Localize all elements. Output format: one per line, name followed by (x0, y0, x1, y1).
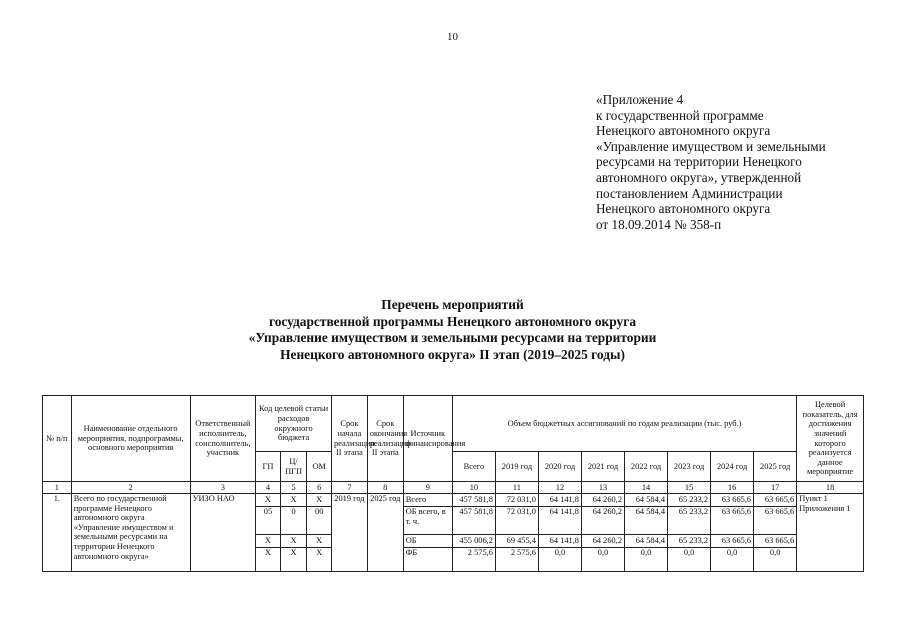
cell-value: 64 584,4 (625, 535, 668, 548)
row-target: Пункт 1 Приложения 1 (797, 494, 864, 572)
cell-gp: 05 (256, 507, 281, 535)
header-end: Срок окончания реализации II этапа (367, 396, 403, 482)
cell-value: 63 665,6 (754, 535, 797, 548)
header-year: 2025 год (754, 452, 797, 482)
cell-value: 0,0 (538, 548, 581, 572)
cell-source: ОБ (403, 535, 452, 548)
cell-value: 64 584,4 (625, 494, 668, 507)
column-number: 17 (754, 482, 797, 494)
cell-value: 63 665,6 (711, 494, 754, 507)
cell-om: Х (307, 535, 332, 548)
cell-value: 64 260,2 (581, 507, 624, 535)
cell-source: Всего (403, 494, 452, 507)
appendix-line: Ненецкого автономного округа (596, 123, 771, 139)
column-number: 3 (190, 482, 256, 494)
cell-value: 64 141,8 (538, 494, 581, 507)
row-num: 1. (43, 494, 72, 572)
cell-value: 64 260,2 (581, 494, 624, 507)
header-budget-code: Код целевой статьи расходов окружного бюджета (256, 396, 332, 452)
cell-value: 64 260,2 (581, 535, 624, 548)
cell-total: 455 006,2 (452, 535, 495, 548)
appendix-note (596, 92, 896, 232)
column-number: 14 (625, 482, 668, 494)
header-year: 2023 год (668, 452, 711, 482)
column-number: 16 (711, 482, 754, 494)
appendix-line: от 18.09.2014 № 358-п (596, 216, 722, 232)
cell-pgp: Х (280, 494, 307, 507)
column-number: 11 (495, 482, 538, 494)
cell-value: 64 584,4 (625, 507, 668, 535)
cell-value: 63 665,6 (711, 507, 754, 535)
header-year: 2021 год (581, 452, 624, 482)
cell-value: 65 233,2 (668, 507, 711, 535)
header-start: Срок начала реализации II этапа (331, 396, 367, 482)
cell-total: 457 581,8 (452, 507, 495, 535)
row-name: Всего по государственной программе Ненецкого автономного округа «Управление имуществом и земельными ресурсами на территории Ненецкого автономного округа» (71, 494, 190, 572)
cell-total: 457 581,8 (452, 494, 495, 507)
cell-value: 72 031,0 (495, 507, 538, 535)
row-end: 2025 год (367, 494, 403, 572)
cell-gp: Х (256, 535, 281, 548)
cell-value: 64 141,8 (538, 507, 581, 535)
column-number: 12 (538, 482, 581, 494)
cell-value: 64 141,8 (538, 535, 581, 548)
title-line: Ненецкого автономного округа» II этап (2019–2025 годы) (280, 346, 625, 362)
header-source: Источник финансирования (403, 396, 452, 482)
title-line: «Управление имуществом и земельными ресурсами на территории (248, 330, 657, 345)
cell-value: 72 031,0 (495, 494, 538, 507)
header-total: Всего (452, 452, 495, 482)
cell-value: 65 233,2 (668, 494, 711, 507)
header-target: Целевой показатель, для достижения значений которого реализуется данное мероприятие (797, 396, 864, 482)
cell-value: 0,0 (754, 548, 797, 572)
appendix-line: автономного округа», утвержденной (596, 169, 802, 185)
document-title (0, 297, 905, 363)
column-number: 7 (331, 482, 367, 494)
cell-value: 0,0 (711, 548, 754, 572)
column-number: 5 (280, 482, 307, 494)
header-pgp: Ц/ ПГП (280, 452, 307, 482)
column-number: 18 (797, 482, 864, 494)
title-line: Перечень мероприятий (381, 297, 524, 312)
column-number: 4 (256, 482, 281, 494)
row-responsible: УИЗО НАО (190, 494, 256, 572)
cell-value: 69 455,4 (495, 535, 538, 548)
column-number: 13 (581, 482, 624, 494)
cell-value: 0,0 (625, 548, 668, 572)
cell-source: ОБ всего, в т. ч. (403, 507, 452, 535)
header-year: 2022 год (625, 452, 668, 482)
header-om: ОМ (307, 452, 332, 482)
column-number: 15 (668, 482, 711, 494)
header-name: Наименование отдельного мероприятия, подпрограммы, основного мероприятия (71, 396, 190, 482)
column-number: 9 (403, 482, 452, 494)
appendix-line: Ненецкого автономного округа (596, 201, 771, 217)
header-responsible: Ответственный исполнитель, соисполнитель, участник (190, 396, 256, 482)
cell-om: Х (307, 548, 332, 572)
cell-gp: Х (256, 548, 281, 572)
appendix-line: «Приложение 4 (596, 92, 684, 107)
column-number: 8 (367, 482, 403, 494)
cell-value: 2 575,6 (495, 548, 538, 572)
appendix-line: постановлением Администрации (596, 185, 783, 201)
row-start: 2019 год (331, 494, 367, 572)
cell-value: 63 665,6 (711, 535, 754, 548)
column-number: 10 (452, 482, 495, 494)
cell-value: 63 665,6 (754, 494, 797, 507)
cell-gp: Х (256, 494, 281, 507)
appendix-line: «Управление имуществом и земельными (596, 138, 826, 154)
header-gp: ГП (256, 452, 281, 482)
cell-value: 0,0 (668, 548, 711, 572)
cell-om: Х (307, 494, 332, 507)
cell-pgp: 0 (280, 507, 307, 535)
cell-value: 63 665,6 (754, 507, 797, 535)
cell-value: 0,0 (581, 548, 624, 572)
header-year: 2020 год (538, 452, 581, 482)
cell-pgp: Х (280, 548, 307, 572)
column-number: 2 (71, 482, 190, 494)
cell-om: 00 (307, 507, 332, 535)
appendix-line: к государственной программе (596, 107, 764, 123)
table-row (43, 494, 864, 507)
header-volume: Объем бюджетных ассигнований по годам реализации (тыс. руб.) (452, 396, 796, 452)
cell-total: 2 575,6 (452, 548, 495, 572)
budget-table (42, 395, 864, 572)
title-line: государственной программы Ненецкого автономного округа (268, 313, 637, 329)
column-number: 6 (307, 482, 332, 494)
page-number: 10 (447, 31, 458, 43)
header-num: № п/п (43, 396, 72, 482)
column-number: 1 (43, 482, 72, 494)
cell-value: 65 233,2 (668, 535, 711, 548)
cell-source: ФБ (403, 548, 452, 572)
cell-pgp: Х (280, 535, 307, 548)
header-year: 2019 год (495, 452, 538, 482)
header-year: 2024 год (711, 452, 754, 482)
appendix-line: ресурсами на территории Ненецкого (596, 154, 802, 170)
